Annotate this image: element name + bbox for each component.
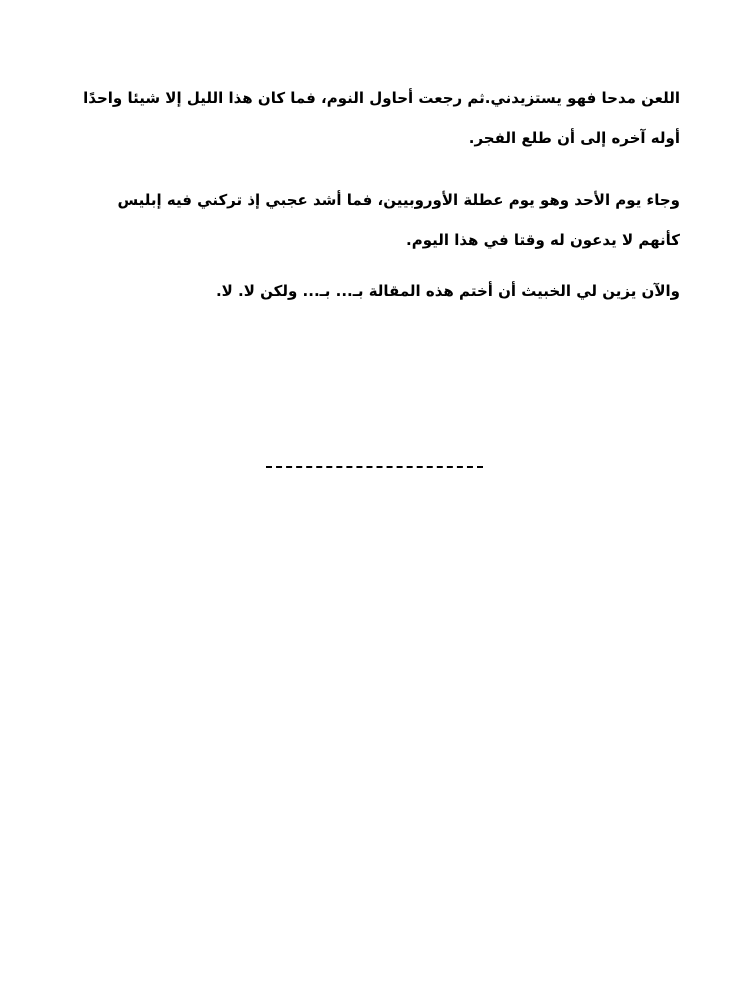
paragraph-3	[62, 271, 680, 311]
paragraph-2-line-2: كأنهم لا يدعون له وقتا في هذا اليوم.	[406, 231, 680, 249]
paragraph-1-line-1: اللعن مدحا فهو يستزيدني.ثم رجعت أحاول النوم، فما كان هذا الليل إلا شيئا واحدًا	[83, 89, 680, 107]
paragraph-3-line-1: والآن يزين لي الخبيث أن أختم هذه المقالة بـ... بـ... ولكن لا. لا.	[215, 282, 680, 300]
paragraph-2	[62, 180, 680, 260]
paragraph-1-line-2: أوله آخره إلى أن طلع الفجر.	[468, 129, 680, 147]
paragraph-2-line-1: وجاء يوم الأحد وهو يوم عطلة الأوروبيين، فما أشد عجبي إذ تركني فيه إبليس	[117, 191, 680, 209]
paragraph-1	[62, 78, 680, 158]
section-divider	[266, 466, 483, 468]
